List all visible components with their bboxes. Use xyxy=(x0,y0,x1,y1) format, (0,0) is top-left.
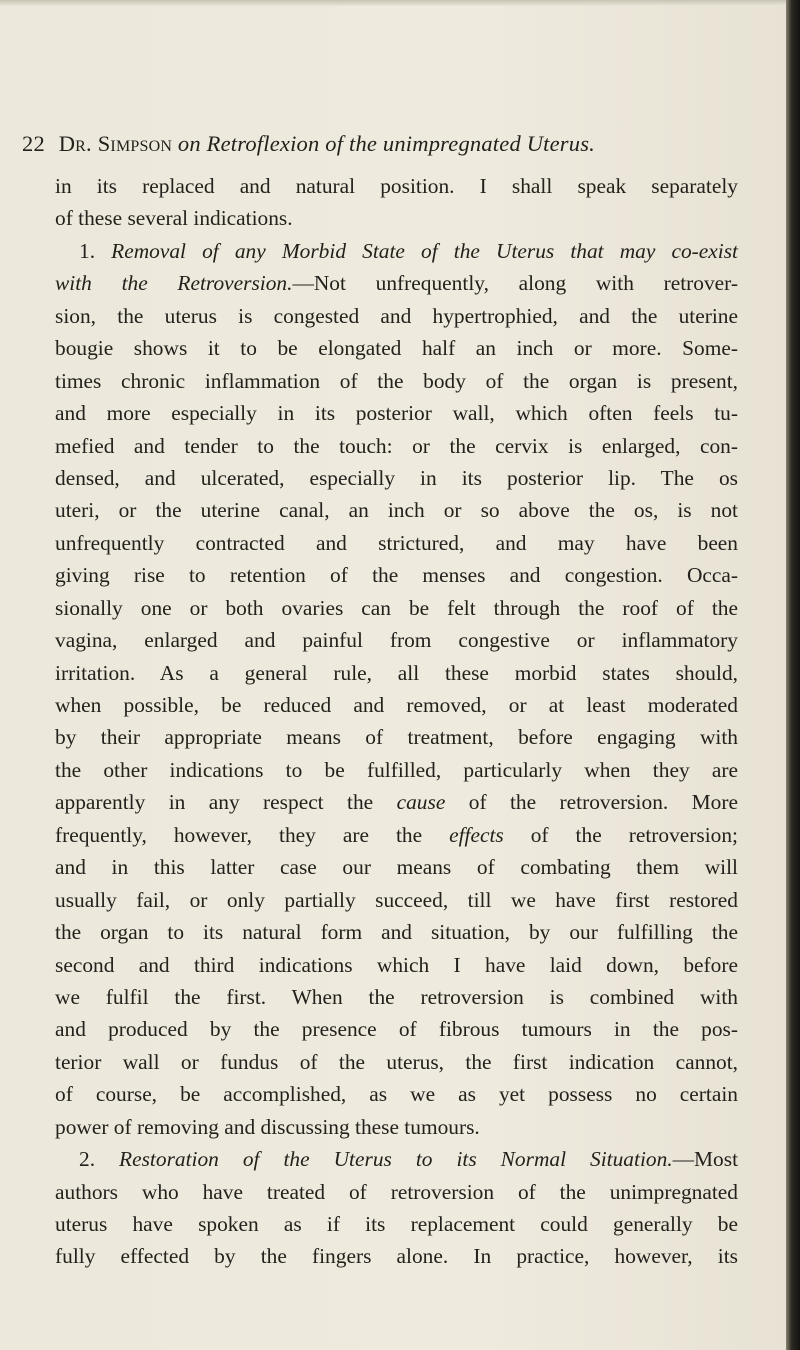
text-line xyxy=(55,1111,738,1143)
text-line xyxy=(55,754,738,786)
book-spine-edge xyxy=(786,0,800,1350)
text-line xyxy=(55,235,738,267)
text-line xyxy=(55,300,738,332)
text-line xyxy=(55,689,738,721)
text-line xyxy=(55,1013,738,1045)
line-text: we fulfil the first. When the retroversion is combined with xyxy=(55,984,738,1009)
text-line xyxy=(55,592,738,624)
text-line xyxy=(55,624,738,656)
header-title-on: on xyxy=(177,131,201,156)
line-text: 1. xyxy=(79,238,112,263)
header-author: Dr. Simpson xyxy=(58,131,173,156)
line-text: giving rise to retention of the menses and congestion. Occa- xyxy=(55,563,738,588)
text-line xyxy=(55,202,738,234)
text-line xyxy=(55,819,738,851)
line-text: irritation. As a general rule, all these morbid states should, xyxy=(55,660,738,685)
text-line xyxy=(55,527,738,559)
line-text: sionally one or both ovaries can be felt through the roof of the xyxy=(55,595,738,620)
text-line xyxy=(55,170,738,202)
line-text: second and third indications which I have laid down, before xyxy=(55,952,738,977)
text-line xyxy=(55,1240,738,1272)
text-line xyxy=(55,786,738,818)
line-text: unfrequently contracted and strictured, and may have been xyxy=(55,530,738,555)
text-line xyxy=(55,365,738,397)
line-text: bougie shows it to be elongated half an inch or more. Some- xyxy=(55,336,738,361)
line-text: times chronic inflammation of the body of the organ is present, xyxy=(55,368,738,393)
line-text: authors who have treated of retroversion of the unimpregnated xyxy=(55,1179,738,1204)
text-line xyxy=(55,1046,738,1078)
line-text: and more especially in its posterior wall, which often feels tu- xyxy=(55,401,738,426)
line-text: by their appropriate means of treatment, before engaging with xyxy=(55,725,738,750)
text-line xyxy=(55,1176,738,1208)
line-text: usually fail, or only partially succeed, till we have first restored xyxy=(55,887,738,912)
line-text: the other indications to be fulfilled, particularly when they are xyxy=(55,757,738,782)
text-line xyxy=(55,332,738,364)
line-text: and produced by the presence of fibrous tumours in the pos- xyxy=(55,1017,738,1042)
line-text: of the retroversion; xyxy=(503,822,738,847)
italic-text: cause xyxy=(396,790,446,815)
running-header xyxy=(22,131,595,157)
line-text: the organ to its natural form and situation, by our fulfilling the xyxy=(55,920,738,945)
header-title: Retroflexion of the unimpregnated Uterus. xyxy=(206,131,595,156)
line-text: uteri, or the uterine canal, an inch or so above the os, is not xyxy=(55,498,738,523)
text-line xyxy=(55,267,738,299)
line-text: frequently, however, they are the xyxy=(55,822,450,847)
line-text: —Not unfrequently, along with retrover- xyxy=(292,271,738,296)
page-number: 22 xyxy=(22,131,45,156)
line-text: —Most xyxy=(672,1147,739,1172)
line-text: terior wall or fundus of the uterus, the first indication cannot, xyxy=(55,1049,738,1074)
line-text: vagina, enlarged and painful from congestive or inflammatory xyxy=(55,628,738,653)
text-line xyxy=(55,1143,738,1175)
line-text: sion, the uterus is congested and hypertrophied, and the uterine xyxy=(55,303,738,328)
line-text: 2. xyxy=(79,1147,120,1172)
text-line xyxy=(55,559,738,591)
line-text: and in this latter case our means of combating them will xyxy=(55,855,738,880)
text-line xyxy=(55,949,738,981)
body-text xyxy=(55,170,738,1273)
line-text: of the retroversion. More xyxy=(445,790,738,815)
text-line xyxy=(55,981,738,1013)
italic-text: effects xyxy=(449,822,504,847)
italic-text: Removal of any Morbid State of the Uterus that may co-exist xyxy=(111,238,738,263)
text-line xyxy=(55,916,738,948)
page-top-edge xyxy=(0,0,800,6)
text-line xyxy=(55,1208,738,1240)
line-text: fully effected by the fingers alone. In practice, however, its xyxy=(55,1244,738,1269)
text-line xyxy=(55,851,738,883)
text-line xyxy=(55,462,738,494)
line-text: densed, and ulcerated, especially in its posterior lip. The os xyxy=(55,465,738,490)
text-line xyxy=(55,1078,738,1110)
line-text: uterus have spoken as if its replacement could generally be xyxy=(55,1212,738,1236)
line-text: of course, be accomplished, as we as yet possess no certain xyxy=(55,1082,738,1107)
italic-text: Restoration of the Uterus to its Normal Situation. xyxy=(119,1147,673,1172)
line-text: in its replaced and natural position. I shall speak separately xyxy=(55,174,738,198)
line-text: of these several indications. xyxy=(55,206,293,231)
text-line xyxy=(55,721,738,753)
line-text: when possible, be reduced and removed, or at least moderated xyxy=(55,693,738,717)
italic-text: with the Retroversion. xyxy=(55,271,293,296)
line-text: mefied and tender to the touch: or the cervix is enlarged, con- xyxy=(55,433,738,458)
line-text: power of removing and discussing these tumours. xyxy=(55,1114,480,1139)
line-text: apparently in any respect the xyxy=(55,790,397,815)
text-line xyxy=(55,494,738,526)
text-line xyxy=(55,657,738,689)
text-line xyxy=(55,430,738,462)
text-line xyxy=(55,884,738,916)
text-line xyxy=(55,397,738,429)
